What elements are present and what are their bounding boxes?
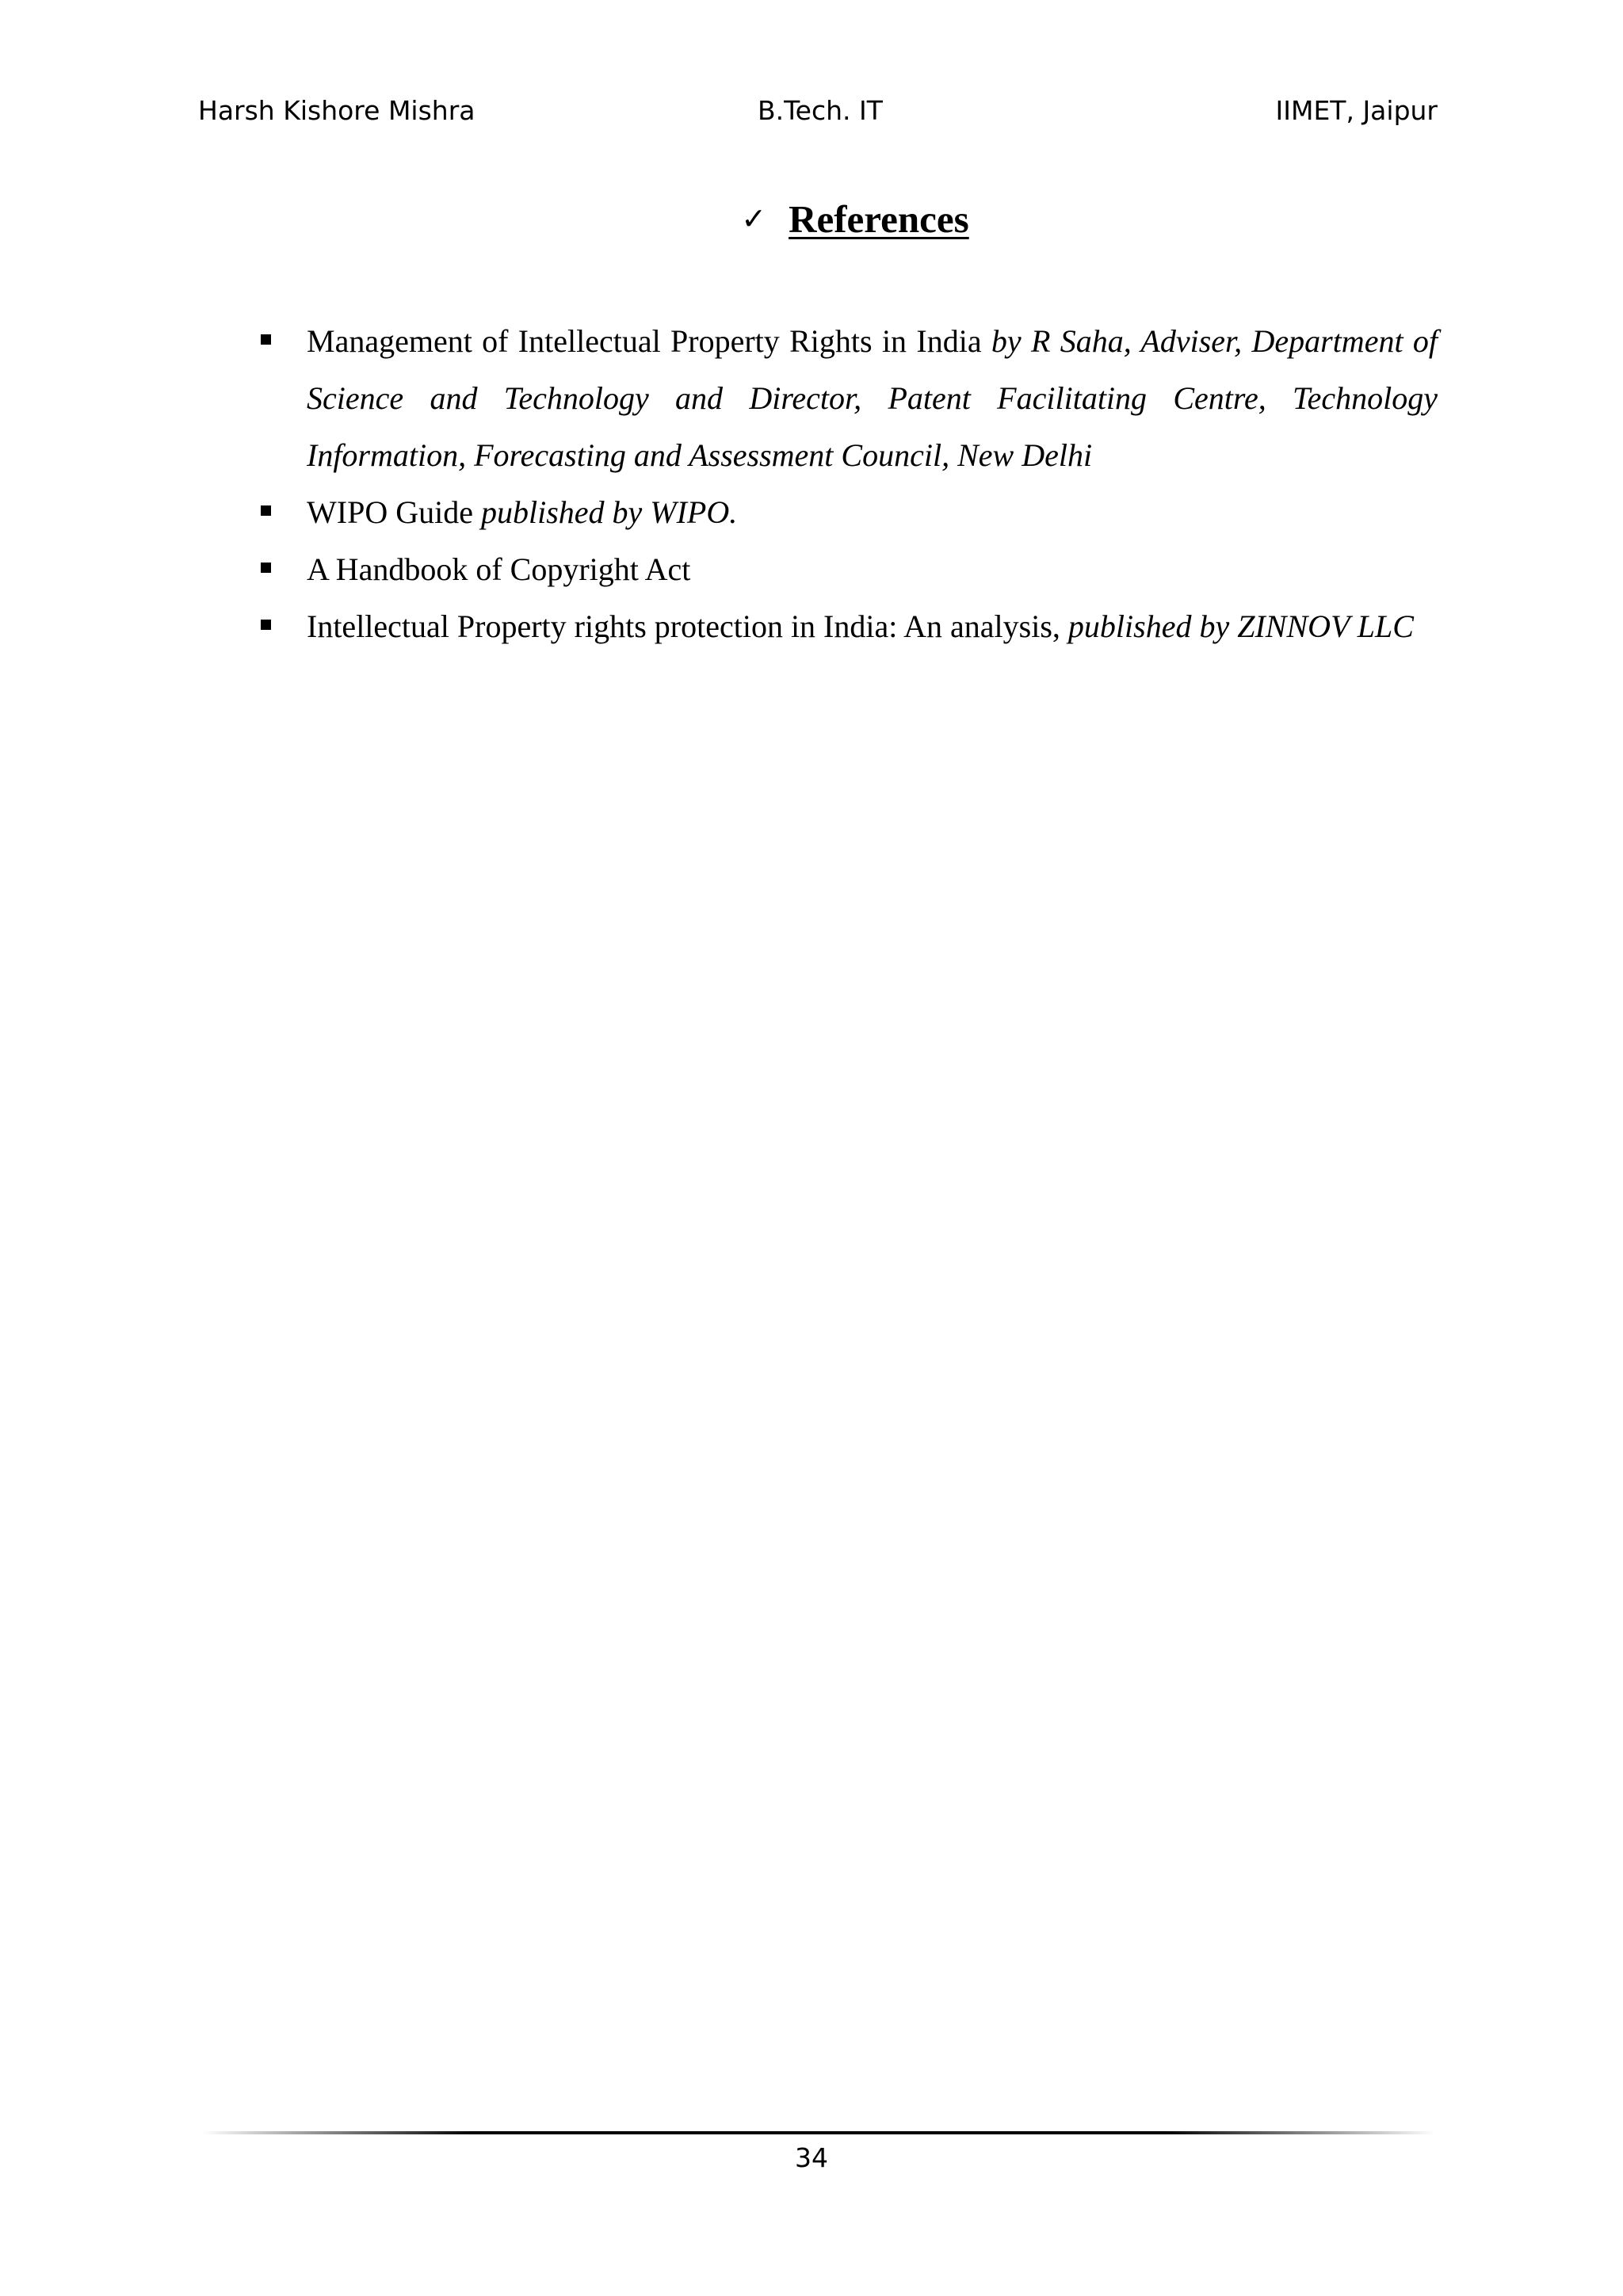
reference-source: published by ZINNOV LLC: [1067, 608, 1414, 644]
header-course: B.Tech. IT: [758, 95, 883, 126]
page-header: [198, 95, 1438, 135]
reference-title: WIPO Guide: [307, 494, 481, 530]
section-title: [0, 196, 1623, 242]
page-number: 34: [795, 2142, 828, 2173]
reference-list: [258, 313, 1438, 655]
square-bullet-icon: [261, 620, 271, 630]
square-bullet-icon: [261, 334, 271, 345]
square-bullet-icon: [261, 563, 271, 573]
list-item: [258, 598, 1438, 655]
reference-source: published by WIPO.: [480, 494, 738, 530]
list-item: [258, 541, 1438, 598]
list-item: [258, 313, 1438, 484]
check-icon: ✓: [741, 201, 767, 236]
reference-source: by R Saha, Adviser, Department of Science and Technology and Director, Patent Facilitating Centre, Technology Information, Forecasting and Assessment Council, New Delhi: [307, 323, 1438, 473]
reference-title: Intellectual Property rights protection in India: An analysis,: [307, 608, 1068, 644]
section-title-text: References: [789, 197, 969, 241]
reference-title: A Handbook of Copyright Act: [307, 551, 691, 587]
header-author: Harsh Kishore Mishra: [198, 95, 475, 126]
reference-title: Management of Intellectual Property Rights in India: [307, 323, 991, 359]
list-item: [258, 484, 1438, 541]
square-bullet-icon: [261, 505, 271, 516]
footer-divider: [202, 2131, 1435, 2134]
header-institute: IIMET, Jaipur: [1275, 95, 1438, 126]
